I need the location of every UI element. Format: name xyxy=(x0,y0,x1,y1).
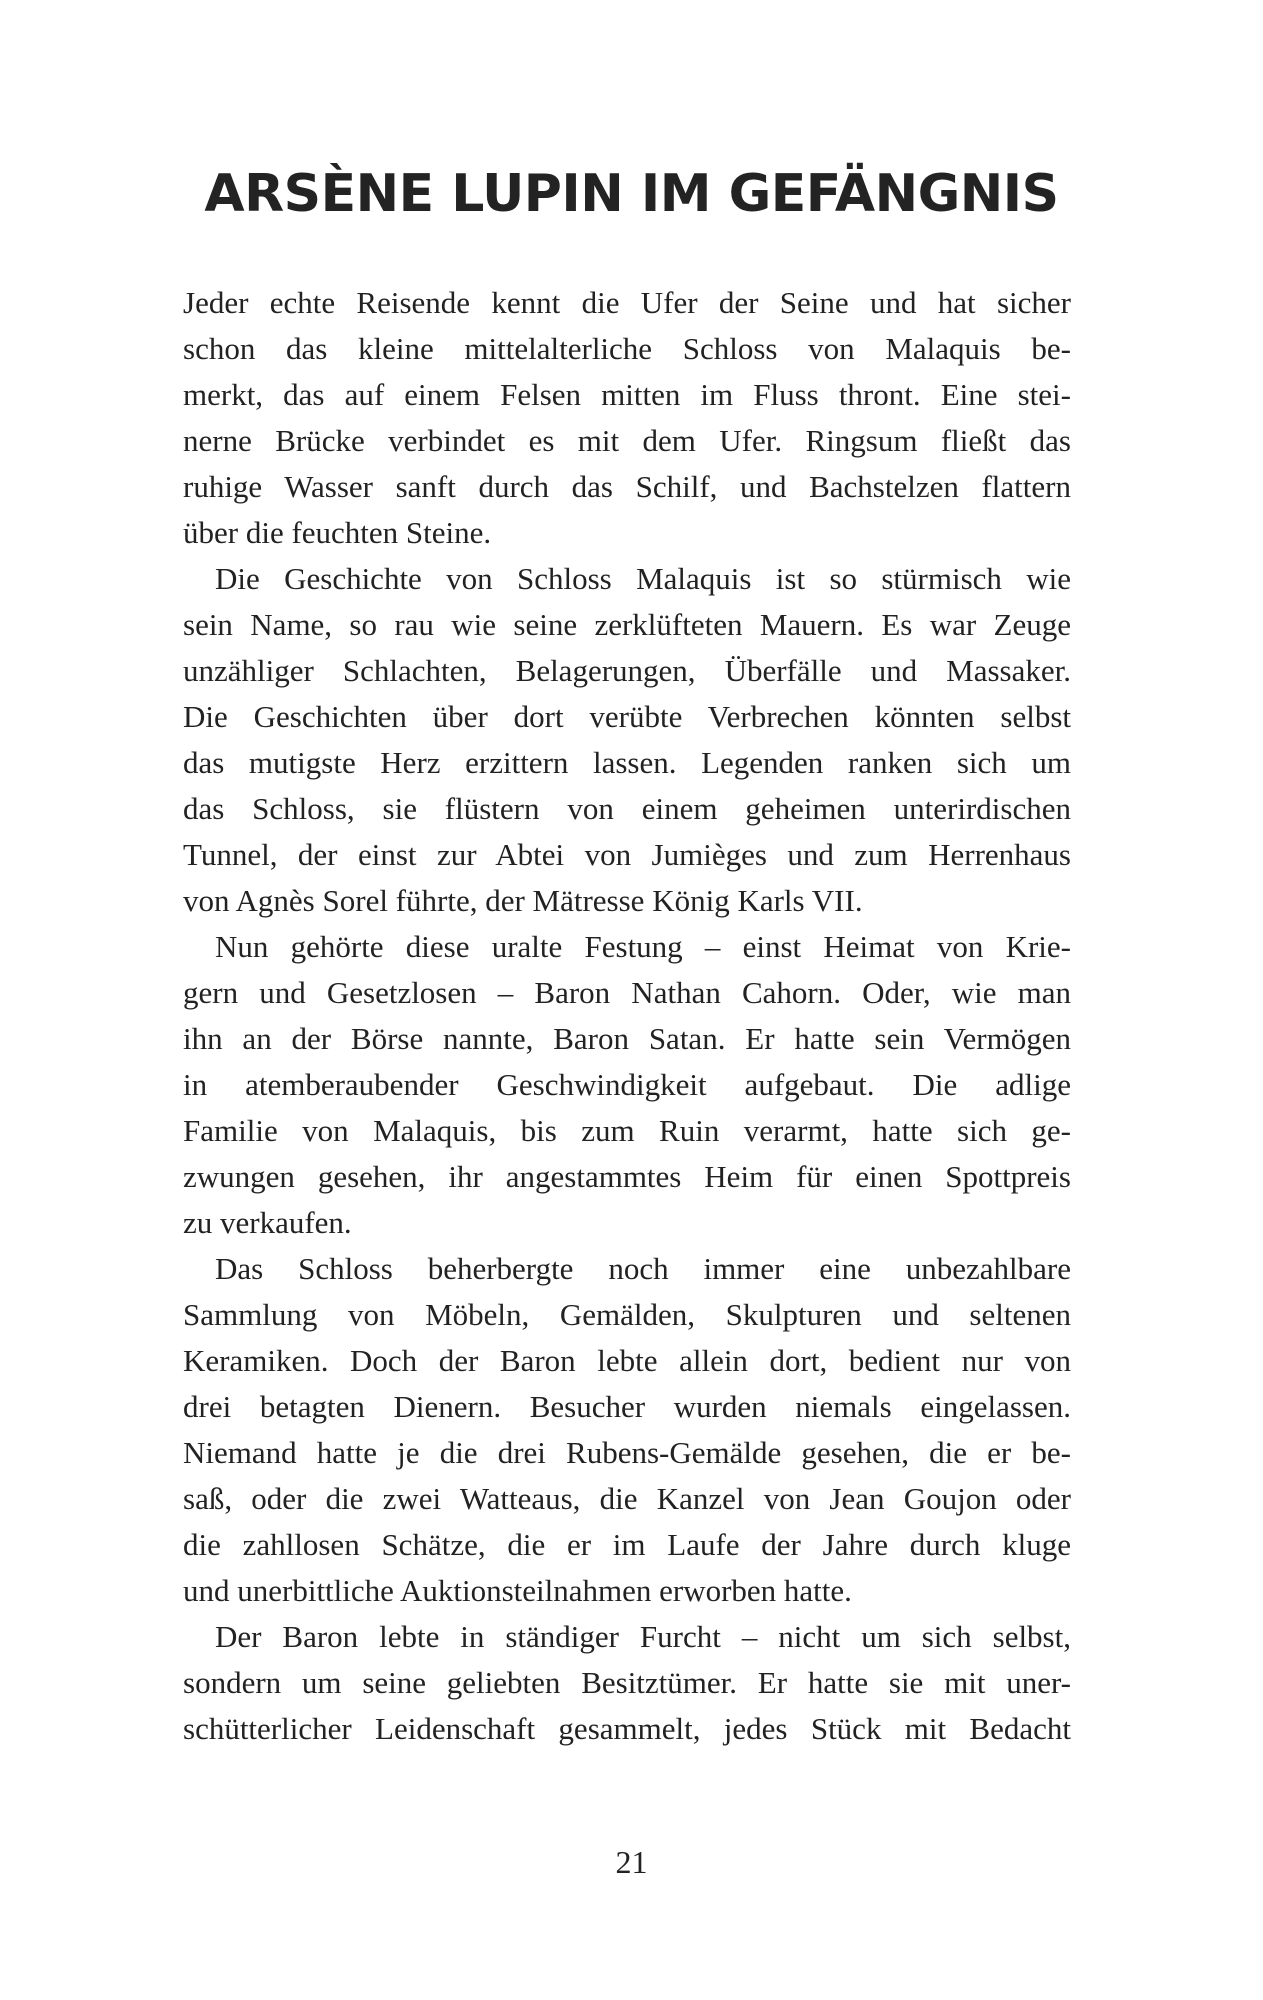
text-line: zwungen gesehen, ihr angestammtes Heim für einen Spottpreis xyxy=(183,1159,1071,1194)
text-line: Das Schloss beherbergte noch immer eine unbezahlbare xyxy=(215,1251,1071,1286)
text-line: saß, oder die zwei Watteaus, die Kanzel von Jean Goujon oder xyxy=(183,1481,1071,1516)
text-line: die zahllosen Schätze, die er im Laufe der Jahre durch kluge xyxy=(183,1527,1071,1562)
text-line: in atemberaubender Geschwindigkeit aufgebaut. Die adlige xyxy=(183,1067,1071,1102)
text-line: zu verkaufen. xyxy=(183,1205,352,1240)
text-line: drei betagten Dienern. Besucher wurden niemals eingelassen. xyxy=(183,1389,1071,1424)
text-line: nerne Brücke verbindet es mit dem Ufer. Ringsum fließt das xyxy=(183,423,1071,458)
paragraph xyxy=(183,1246,1071,1614)
text-line: Die Geschichte von Schloss Malaquis ist so stürmisch wie xyxy=(215,561,1071,596)
text-line: merkt, das auf einem Felsen mitten im Fluss thront. Eine stei- xyxy=(183,377,1071,412)
text-line: Tunnel, der einst zur Abtei von Jumièges und zum Herrenhaus xyxy=(183,837,1071,872)
text-line: Jeder echte Reisende kennt die Ufer der Seine und hat sicher xyxy=(183,285,1071,320)
paragraph xyxy=(183,924,1071,1246)
page-number: 21 xyxy=(615,1844,648,1880)
chapter-title: ARSÈNE LUPIN IM GEFÄNGNIS xyxy=(204,164,1059,224)
text-line: Keramiken. Doch der Baron lebte allein dort, bedient nur von xyxy=(183,1343,1071,1378)
text-line: Der Baron lebte in ständiger Furcht – nicht um sich selbst, xyxy=(215,1619,1071,1654)
body-text xyxy=(183,280,1071,1752)
text-line: von Agnès Sorel führte, der Mätresse König Karls VII. xyxy=(183,883,863,918)
text-line: Niemand hatte je die drei Rubens-Gemälde gesehen, die er be- xyxy=(183,1435,1071,1470)
paragraph xyxy=(183,1614,1071,1752)
text-line: sein Name, so rau wie seine zerklüfteten Mauern. Es war Zeuge xyxy=(183,607,1071,642)
text-line: das Schloss, sie flüstern von einem geheimen unterirdischen xyxy=(183,791,1071,826)
text-line: Sammlung von Möbeln, Gemälden, Skulpturen und seltenen xyxy=(183,1297,1071,1332)
text-line: ruhige Wasser sanft durch das Schilf, und Bachstelzen flattern xyxy=(183,469,1071,504)
text-line: über die feuchten Steine. xyxy=(183,515,492,550)
paragraph xyxy=(183,556,1071,924)
text-line: schütterlicher Leidenschaft gesammelt, jedes Stück mit Bedacht xyxy=(183,1711,1071,1746)
text-line: sondern um seine geliebten Besitztümer. Er hatte sie mit uner- xyxy=(183,1665,1071,1700)
text-line: unzähliger Schlachten, Belagerungen, Überfälle und Massaker. xyxy=(183,653,1071,688)
text-line: und unerbittliche Auktionsteilnahmen erworben hatte. xyxy=(183,1573,852,1608)
text-line: ihn an der Börse nannte, Baron Satan. Er hatte sein Vermögen xyxy=(183,1021,1071,1056)
text-line: gern und Gesetzlosen – Baron Nathan Cahorn. Oder, wie man xyxy=(183,975,1071,1010)
text-line: das mutigste Herz erzittern lassen. Legenden ranken sich um xyxy=(183,745,1071,780)
text-line: schon das kleine mittelalterliche Schloss von Malaquis be- xyxy=(183,331,1071,366)
paragraph xyxy=(183,280,1071,556)
text-line: Die Geschichten über dort verübte Verbrechen könnten selbst xyxy=(183,699,1071,734)
text-line: Familie von Malaquis, bis zum Ruin verarmt, hatte sich ge- xyxy=(183,1113,1071,1148)
text-line: Nun gehörte diese uralte Festung – einst Heimat von Krie- xyxy=(215,929,1071,964)
